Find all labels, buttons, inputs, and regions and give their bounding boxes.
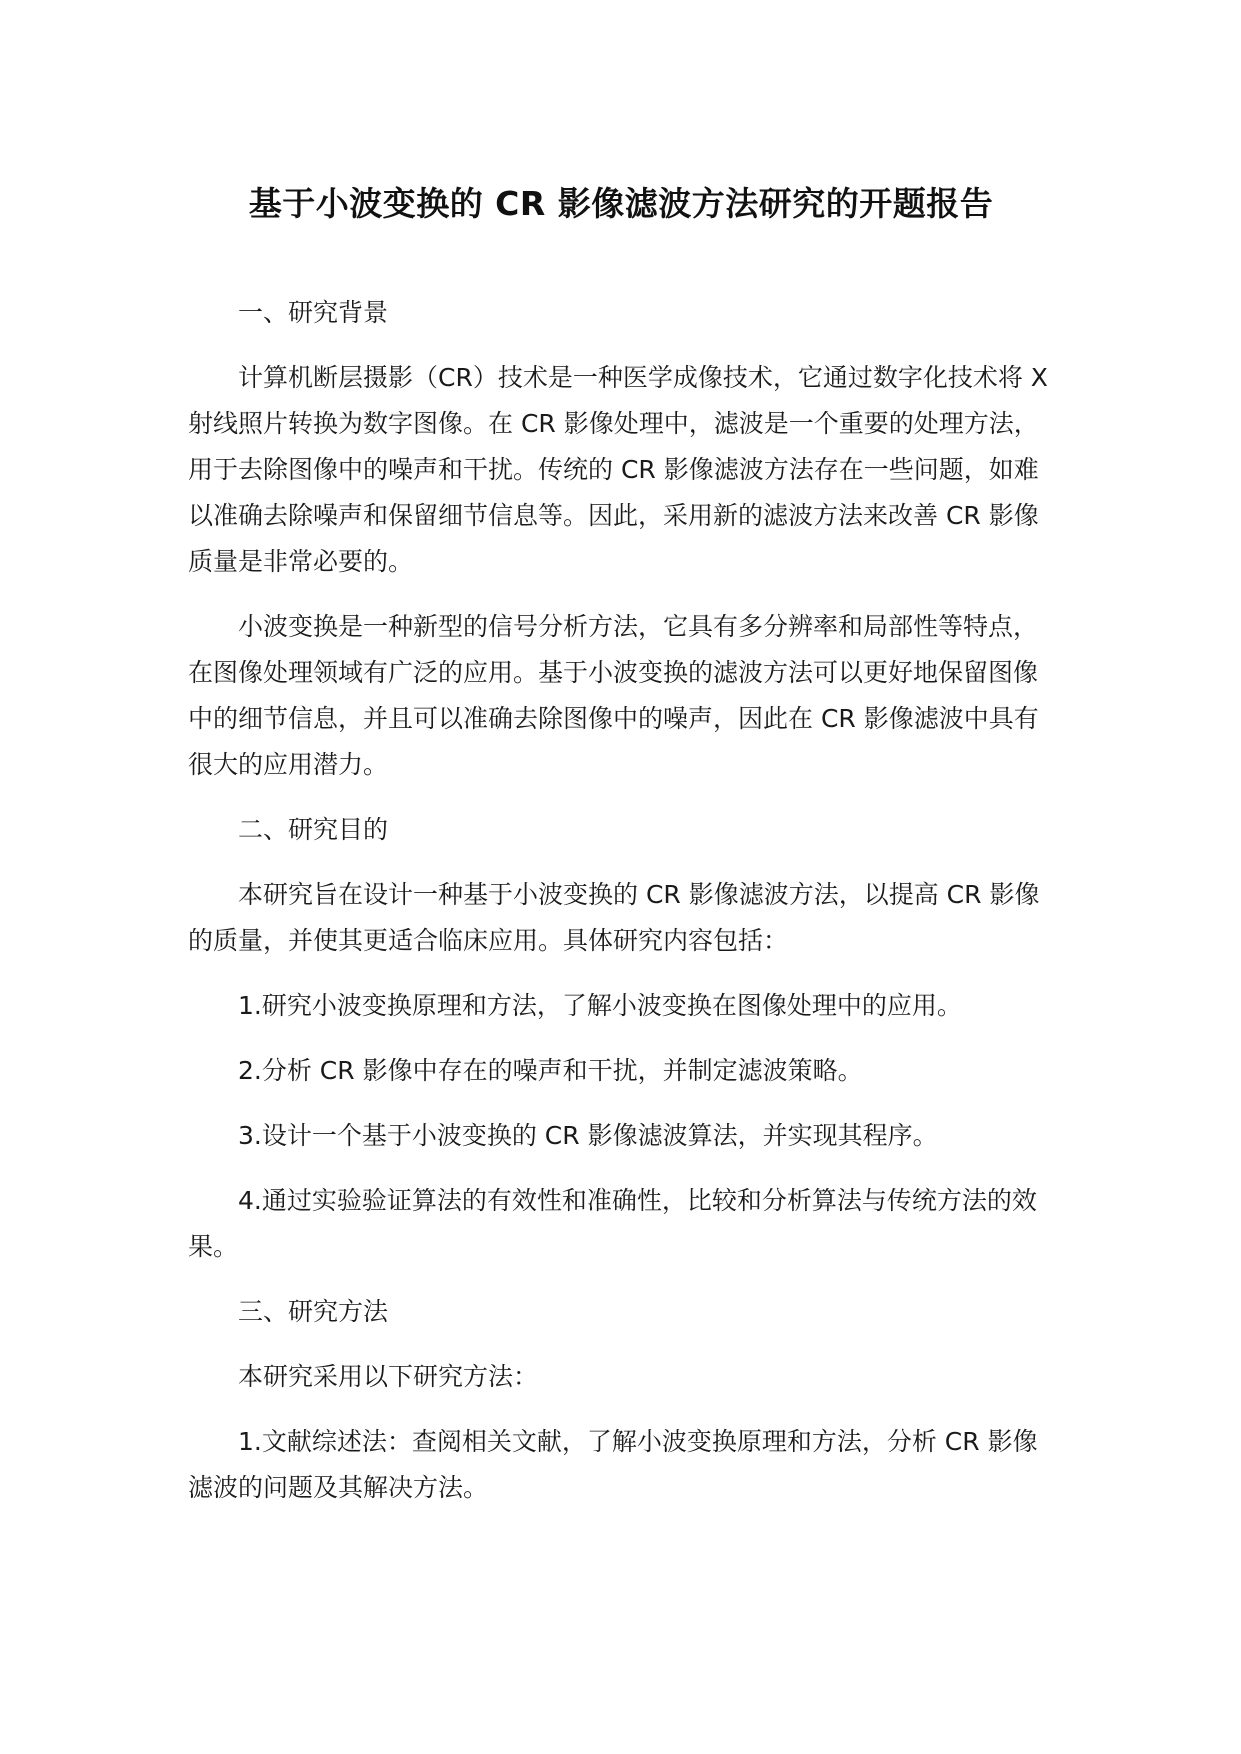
- list-item-purpose-1: 1.研究小波变换原理和方法，了解小波变换在图像处理中的应用。: [238, 991, 962, 1020]
- paragraph-purpose-intro: 本研究旨在设计一种基于小波变换的 CR 影像滤波方法，以提高 CR 影像的质量，并使其更适合临床应用。具体研究内容包括：: [188, 880, 1040, 955]
- paragraph-method-intro: 本研究采用以下研究方法：: [238, 1362, 539, 1391]
- list-item-purpose-3: 3.设计一个基于小波变换的 CR 影像滤波算法，并实现其程序。: [238, 1121, 938, 1150]
- section-heading-purpose: 二、研究目的: [238, 815, 389, 844]
- section-heading-method: 三、研究方法: [238, 1297, 389, 1326]
- paragraph-background-1: 计算机断层摄影（CR）技术是一种医学成像技术，它通过数字化技术将 X 射线照片转换为数字图像。在 CR 影像处理中，滤波是一个重要的处理方法，用于去除图像中的噪声和干扰。传统的 CR 影像滤波方法存在一些问题，如难以准确去除噪声和保留细节信息等。因此，采用新的滤波方法来改善 CR 影像质量是非常必要的。: [188, 363, 1048, 576]
- section-heading-background: 一、研究背景: [238, 298, 389, 327]
- paragraph-background-2: 小波变换是一种新型的信号分析方法，它具有多分辨率和局部性等特点，在图像处理领域有广泛的应用。基于小波变换的滤波方法可以更好地保留图像中的细节信息，并且可以准确去除图像中的噪声，因此在 CR 影像滤波中具有很大的应用潜力。: [188, 612, 1039, 779]
- document-title: 基于小波变换的 CR 影像滤波方法研究的开题报告: [248, 184, 994, 223]
- list-item-method-1: 1.文献综述法：查阅相关文献，了解小波变换原理和方法，分析 CR 影像滤波的问题及其解决方法。: [188, 1427, 1038, 1502]
- list-item-purpose-2: 2.分析 CR 影像中存在的噪声和干扰，并制定滤波策略。: [238, 1056, 863, 1085]
- document-body: [188, 290, 1054, 1530]
- list-item-purpose-4: 4.通过实验验证算法的有效性和准确性，比较和分析算法与传统方法的效果。: [188, 1186, 1037, 1261]
